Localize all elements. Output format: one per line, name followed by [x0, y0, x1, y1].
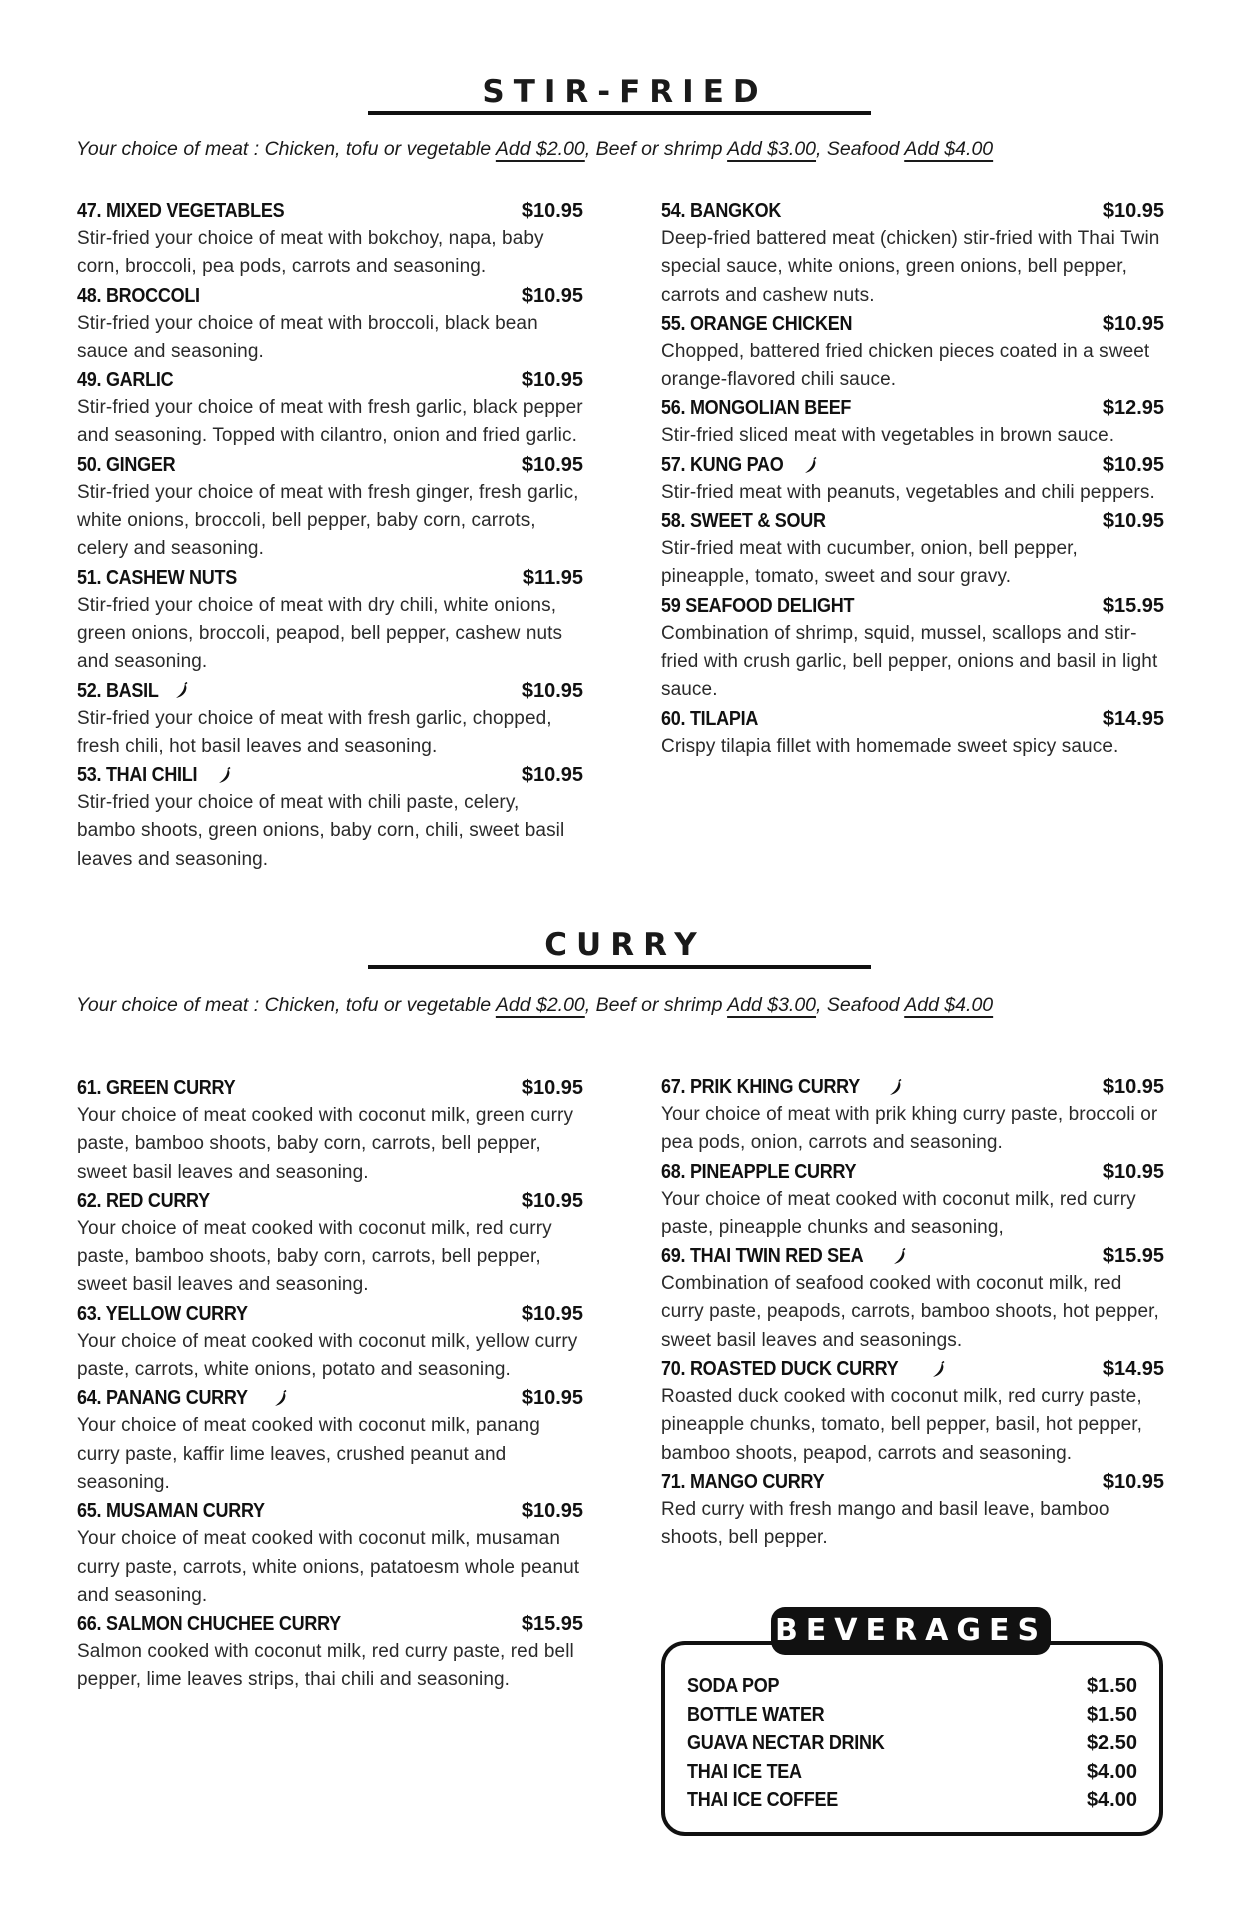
menu-item-header — [661, 1242, 1164, 1270]
menu-item-name: 57. KUNG PAO — [661, 453, 784, 476]
menu-item-name: 53. THAI CHILI — [77, 764, 198, 787]
menu-item-price: $10.95 — [1102, 1470, 1164, 1493]
curry-title: CURRY — [544, 927, 706, 963]
meat-note-add-price: Add $3.00 — [727, 138, 817, 160]
menu-item-header — [77, 1610, 583, 1638]
menu-item-header — [77, 761, 583, 789]
meat-note-add-price: Add $4.00 — [904, 138, 994, 160]
menu-item-description: Red curry with fresh mango and basil leave, bamboo shoots, bell pepper. — [661, 1498, 1110, 1549]
menu-item-title — [661, 451, 819, 479]
menu-item-header — [661, 1158, 1164, 1186]
curry-rule — [368, 965, 871, 969]
menu-item-price: $10.95 — [1102, 510, 1164, 533]
menu-item-description: Stir-fried your choice of meat with fresh ginger, fresh garlic, white onions, broccoli, bell pepper, baby corn, carrots, celery and seasoning. — [77, 481, 579, 560]
menu-item-description: Stir-fried meat with peanuts, vegetables and chili peppers. — [661, 481, 1155, 503]
menu-item-title — [77, 451, 186, 479]
beverage-price: $1.50 — [1086, 1675, 1137, 1697]
menu-item-description: Stir-fried your choice of meat with dry chili, white onions, green onions, broccoli, peapod, bell pepper, cashew nuts and seasoning. — [77, 594, 563, 673]
menu-item-header — [661, 394, 1164, 422]
beverage-name: BOTTLE WATER — [687, 1703, 825, 1726]
menu-item — [661, 197, 1164, 310]
menu-item-description: Your choice of meat cooked with coconut milk, panang curry paste, kaffir lime leaves, crushed peanut and seasoning. — [77, 1415, 540, 1493]
menu-item-name: 59 SEAFOOD DELIGHT — [661, 594, 855, 617]
chili-pepper-icon — [174, 682, 190, 700]
menu-item-price: $10.95 — [521, 1500, 583, 1523]
menu-item-description: Your choice of meat cooked with coconut milk, yellow curry paste, carrots, white onions, potato and seasoning. — [77, 1330, 578, 1381]
menu-item — [661, 1355, 1164, 1468]
menu-item-description: Your choice of meat cooked with coconut milk, red curry paste, pineapple chunks and seasoning, — [661, 1188, 1136, 1238]
stir-fried-title: STIR-FRIED — [482, 74, 768, 110]
menu-item-price: $10.95 — [1102, 200, 1164, 222]
menu-item — [77, 366, 583, 451]
stir-fried-rule — [368, 111, 871, 115]
menu-item — [77, 1610, 583, 1695]
beverage-price: $1.50 — [1086, 1703, 1137, 1726]
menu-item-name: 71. MANGO CURRY — [661, 1470, 825, 1493]
meat-note-text: Your choice of meat : Chicken, tofu or vegetable — [76, 994, 496, 1016]
beverages-list — [687, 1672, 1137, 1815]
menu-item-title — [77, 197, 307, 225]
menu-item-price: $10.95 — [521, 679, 583, 702]
menu-item-header — [661, 705, 1164, 733]
menu-item — [661, 1468, 1164, 1553]
menu-item-price: $10.95 — [521, 369, 583, 392]
meat-note-add-price: Add $3.00 — [727, 994, 817, 1016]
chili-pepper-icon — [217, 767, 233, 785]
menu-item-title — [77, 677, 190, 705]
curry-meat-note — [76, 994, 1176, 1017]
menu-item-price: $10.95 — [521, 200, 583, 222]
menu-item-title — [77, 1497, 286, 1525]
meat-note-text: , Beef or shrimp — [584, 994, 728, 1016]
menu-item-name: 58. SWEET & SOUR — [661, 510, 826, 533]
menu-item-title — [661, 310, 873, 338]
menu-item — [77, 1497, 583, 1610]
menu-item-name: 65. MUSAMAN CURRY — [77, 1500, 265, 1523]
beverage-name: GUAVA NECTAR DRINK — [687, 1732, 885, 1754]
menu-item-name: 47. MIXED VEGETABLES — [77, 200, 285, 222]
menu-item-title — [661, 1242, 908, 1270]
menu-item-title — [77, 761, 233, 789]
menu-item-title — [661, 1468, 842, 1496]
menu-item-header — [661, 451, 1164, 479]
menu-item-description: Stir-fried meat with cucumber, onion, bell pepper, pineapple, tomato, sweet and sour gravy. — [661, 538, 1078, 588]
menu-item-header — [77, 451, 583, 479]
menu-item-price: $11.95 — [522, 566, 583, 589]
menu-item-price: $10.95 — [521, 1189, 583, 1212]
menu-item — [661, 310, 1164, 395]
menu-item-header — [77, 1074, 583, 1102]
menu-item-description: Stir-fried your choice of meat with fresh garlic, chopped, fresh chili, hot basil leaves and seasoning. — [77, 707, 552, 757]
menu-item-header — [661, 1468, 1164, 1496]
stir-fried-left-column — [77, 197, 583, 874]
menu-item — [661, 1073, 1164, 1158]
menu-item-price: $10.95 — [521, 1302, 583, 1325]
stir-fried-meat-note — [76, 138, 1176, 161]
menu-item — [661, 451, 1164, 507]
menu-item-name: 70. ROASTED DUCK CURRY — [661, 1358, 899, 1381]
chili-pepper-icon — [888, 1079, 904, 1097]
menu-item-title — [661, 592, 876, 620]
menu-item — [77, 1187, 583, 1300]
menu-item-name: 68. PINEAPPLE CURRY — [661, 1160, 857, 1183]
menu-item-price: $10.95 — [521, 284, 583, 307]
menu-item-header — [77, 282, 583, 310]
meat-note-text: , Seafood — [816, 994, 905, 1016]
menu-item-title — [661, 197, 794, 225]
menu-item-description: Stir-fried your choice of meat with bokchoy, napa, baby corn, broccoli, pea pods, carrots and seasoning. — [77, 228, 544, 278]
menu-item-title — [661, 1158, 878, 1186]
beverage-row — [687, 1701, 1137, 1730]
beverage-name: THAI ICE TEA — [687, 1760, 802, 1783]
chili-pepper-icon — [273, 1390, 289, 1408]
menu-item-header — [661, 1073, 1164, 1101]
menu-item-description: Stir-fried sliced meat with vegetables in brown sauce. — [661, 425, 1115, 447]
menu-item — [661, 1242, 1164, 1355]
menu-item-description: Salmon cooked with coconut milk, red curry paste, red bell pepper, lime leaves strips, thai chili and seasoning. — [77, 1641, 574, 1691]
menu-item-name: 56. MONGOLIAN BEEF — [661, 397, 852, 420]
menu-item — [77, 282, 583, 367]
menu-item-description: Your choice of meat cooked with coconut milk, musaman curry paste, carrots, white onions, patatoesm whole peanut and seasoning. — [77, 1528, 580, 1606]
menu-item-title — [77, 282, 213, 310]
menu-item-price: $15.95 — [521, 1613, 583, 1636]
menu-item-name: 63. YELLOW CURRY — [77, 1302, 248, 1325]
menu-item-name: 51. CASHEW NUTS — [77, 566, 237, 589]
beverage-row — [687, 1758, 1137, 1787]
beverage-name: THAI ICE COFFEE — [687, 1789, 838, 1811]
beverage-row — [687, 1672, 1137, 1701]
menu-item-header — [661, 507, 1164, 535]
menu-item — [661, 1158, 1164, 1243]
beverages-title: BEVERAGES — [771, 1607, 1051, 1655]
curry-heading — [0, 927, 1250, 963]
menu-item-header — [77, 1187, 583, 1215]
chili-pepper-icon — [803, 457, 819, 475]
menu-item — [77, 1300, 583, 1385]
meat-note-add-price: Add $2.00 — [495, 138, 585, 160]
menu-item-title — [77, 366, 184, 394]
menu-item-price: $10.95 — [1102, 453, 1164, 476]
menu-item-description: Your choice of meat cooked with coconut milk, green curry paste, bamboo shoots, baby corn, carrots, bell pepper, sweet basil leaves and seasoning. — [77, 1105, 574, 1183]
menu-item-title — [77, 564, 255, 592]
menu-item-price: $12.95 — [1102, 397, 1164, 420]
menu-item-title — [661, 507, 844, 535]
menu-item-name: 55. ORANGE CHICKEN — [661, 312, 853, 335]
meat-note-text: , Seafood — [816, 138, 905, 160]
menu-item-price: $10.95 — [521, 1077, 583, 1099]
menu-item-title — [661, 1355, 947, 1383]
beverage-row — [687, 1786, 1137, 1815]
menu-item-description: Your choice of meat with prik khing curry paste, broccoli or pea pods, onion, carrots and seasoning. — [661, 1104, 1158, 1154]
menu-item-name: 69. THAI TWIN RED SEA — [661, 1245, 864, 1268]
meat-note-text: , Beef or shrimp — [584, 138, 728, 160]
menu-item-header — [661, 1355, 1164, 1383]
beverage-name: SODA POP — [687, 1675, 780, 1697]
menu-item-price: $10.95 — [1102, 1160, 1164, 1183]
stir-fried-right-column — [661, 197, 1164, 761]
menu-item-title — [661, 394, 872, 422]
menu-item-description: Stir-fried your choice of meat with broccoli, black bean sauce and seasoning. — [77, 312, 538, 362]
menu-item-name: 66. SALMON CHUCHEE CURRY — [77, 1613, 341, 1636]
menu-item-header — [77, 677, 583, 705]
menu-item-name: 50. GINGER — [77, 453, 176, 476]
menu-item — [77, 677, 583, 762]
menu-item-header — [77, 1497, 583, 1525]
menu-item — [77, 564, 583, 677]
menu-item-price: $14.95 — [1102, 707, 1164, 730]
menu-item — [77, 761, 583, 874]
curry-left-column — [77, 1074, 583, 1695]
menu-item-title — [77, 1187, 225, 1215]
menu-item-price: $10.95 — [1102, 1076, 1164, 1098]
menu-item-header — [77, 1300, 583, 1328]
menu-item — [661, 394, 1164, 450]
menu-item-title — [661, 1073, 904, 1101]
menu-item-name: 62. RED CURRY — [77, 1189, 210, 1212]
menu-item-name: 48. BROCCOLI — [77, 284, 200, 307]
chili-pepper-icon — [931, 1361, 947, 1379]
menu-item-header — [77, 1384, 583, 1412]
menu-item-price: $10.95 — [521, 453, 583, 476]
menu-item-name: 49. GARLIC — [77, 369, 174, 392]
menu-item-name: 54. BANGKOK — [661, 200, 782, 222]
menu-item-name: 60. TILAPIA — [661, 707, 759, 730]
curry-right-column — [661, 1073, 1164, 1553]
beverage-price: $4.00 — [1086, 1760, 1137, 1783]
menu-item-price: $15.95 — [1102, 594, 1164, 617]
menu-item-description: Crispy tilapia fillet with homemade sweet spicy sauce. — [661, 735, 1119, 757]
menu-item-header — [77, 366, 583, 394]
menu-item-price: $15.95 — [1102, 1245, 1164, 1268]
beverage-price: $4.00 — [1086, 1789, 1137, 1811]
menu-item-title — [661, 705, 769, 733]
menu-item-description: Combination of shrimp, squid, mussel, scallops and stir-fried with crush garlic, bell pepper, onions and basil in light sauce. — [661, 622, 1158, 701]
beverage-price: $2.50 — [1086, 1732, 1137, 1754]
menu-item-name: 64. PANANG CURRY — [77, 1387, 248, 1410]
meat-note-text: Your choice of meat : Chicken, tofu or vegetable — [76, 138, 496, 160]
menu-item-title — [77, 1384, 289, 1412]
menu-item — [77, 451, 583, 564]
menu-item-header — [77, 564, 583, 592]
menu-item-name: 52. BASIL — [77, 679, 159, 702]
stir-fried-heading — [0, 74, 1250, 110]
menu-item — [77, 1074, 583, 1187]
menu-item — [77, 1384, 583, 1497]
chili-pepper-icon — [892, 1248, 908, 1266]
menu-item-header — [661, 310, 1164, 338]
menu-item-title — [77, 1610, 370, 1638]
menu-item-header — [661, 197, 1164, 225]
menu-item-description: Stir-fried your choice of meat with chili paste, celery, bambo shoots, green onions, baby corn, chili, sweet basil leaves and seasoning. — [77, 792, 565, 870]
menu-item — [77, 197, 583, 282]
menu-item-description: Combination of seafood cooked with coconut milk, red curry paste, peapods, carrots, bamboo shoots, hot pepper, sweet basil leaves and seasonings. — [661, 1273, 1159, 1351]
menu-item — [661, 592, 1164, 705]
menu-item — [661, 705, 1164, 761]
menu-item-header — [77, 197, 583, 225]
menu-item-price: $10.95 — [521, 764, 583, 787]
menu-item-name: 61. GREEN CURRY — [77, 1077, 236, 1099]
menu-item-description: Chopped, battered fried chicken pieces coated in a sweet orange-flavored chili sauce. — [661, 340, 1150, 391]
meat-note-add-price: Add $2.00 — [495, 994, 585, 1016]
menu-item-description: Stir-fried your choice of meat with fresh garlic, black pepper and seasoning. Topped with cilantro, onion and fried garlic. — [77, 397, 583, 447]
beverage-row — [687, 1729, 1137, 1758]
menu-item-description: Deep-fried battered meat (chicken) stir-fried with Thai Twin special sauce, white onions, green onions, bell pepper, carrots and cashew nuts. — [661, 228, 1160, 306]
meat-note-add-price: Add $4.00 — [904, 994, 994, 1016]
menu-item-name: 67. PRIK KHING CURRY — [661, 1076, 860, 1098]
menu-item-price: $14.95 — [1102, 1358, 1164, 1381]
menu-item-price: $10.95 — [521, 1387, 583, 1410]
menu-item-title — [77, 1074, 253, 1102]
menu-item-title — [77, 1300, 267, 1328]
menu-item-price: $10.95 — [1102, 312, 1164, 335]
menu-item — [661, 507, 1164, 592]
menu-item-header — [661, 592, 1164, 620]
menu-item-description: Your choice of meat cooked with coconut milk, red curry paste, bamboo shoots, baby corn, carrots, bell pepper, sweet basil leaves and seasoning. — [77, 1217, 552, 1296]
menu-item-description: Roasted duck cooked with coconut milk, red curry paste, pineapple chunks, tomato, bell pepper, basil, hot pepper, bamboo shoots, peapod, carrots and seasoning. — [661, 1386, 1143, 1464]
